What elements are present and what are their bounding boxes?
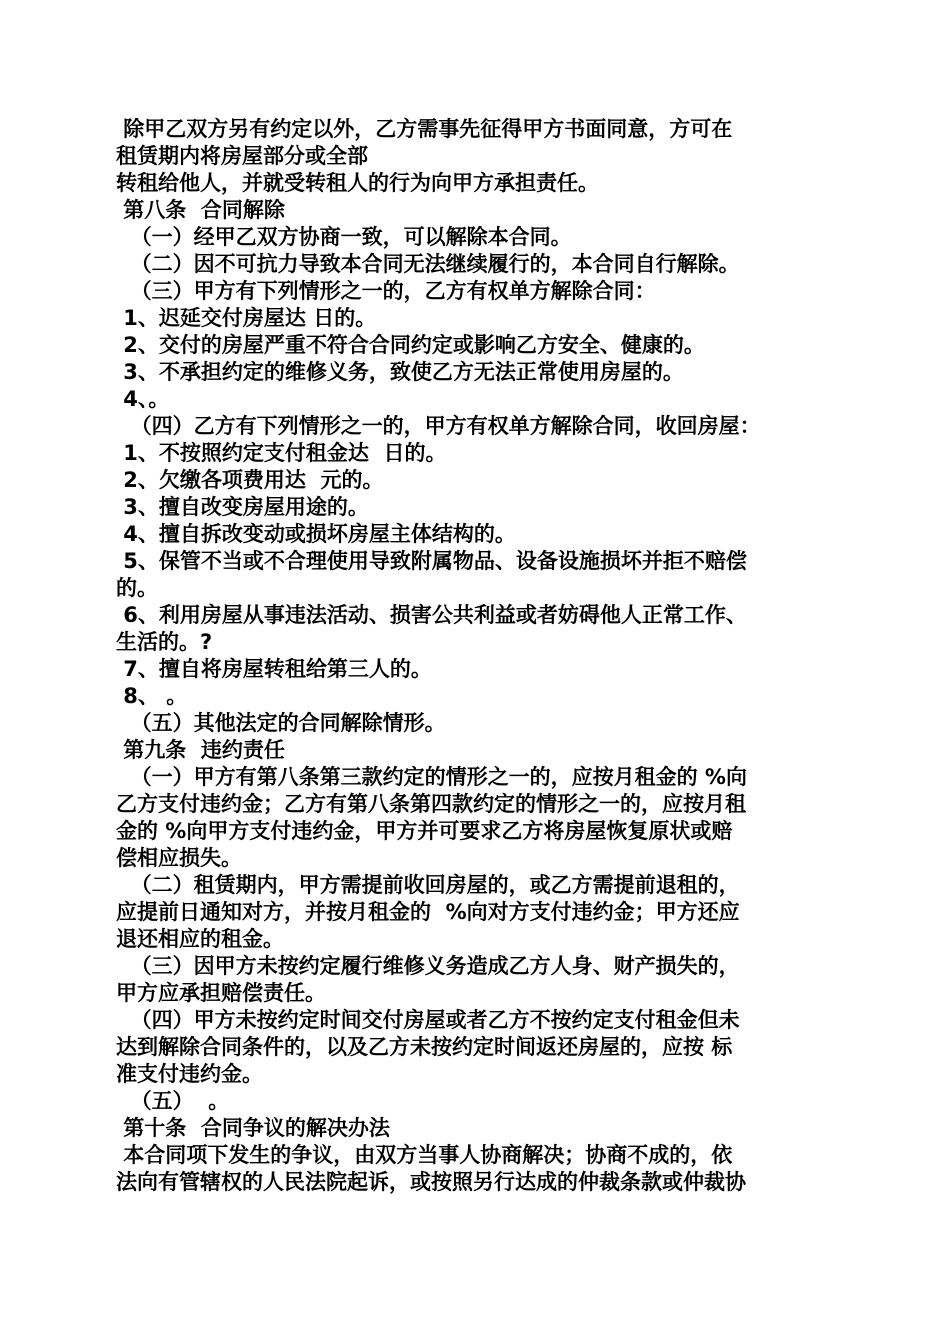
text-line: （五）其他法定的合同解除情形。 [116,711,446,735]
section-heading: 第十条 合同争议的解决办法 [116,1116,390,1140]
text-line: 3、擅自改变房屋用途的。 [116,495,369,519]
text-line: （二）因不可抗力导致本合同无法继续履行的，本合同自行解除。 [116,252,740,276]
text-line: 3、不承担约定的维修义务，致使乙方无法正常使用房屋的。 [116,360,684,384]
text-line: （五） 。 [116,1089,230,1113]
text-line: 偿相应损失。 [116,846,242,870]
text-line: 4、擅自拆改变动或损坏房屋主体结构的。 [116,522,516,546]
text-line: （一）经甲乙双方协商一致，可以解除本合同。 [116,225,572,249]
text-line: 5、保管不当或不合理使用导致附属物品、设备设施损坏并拒不赔偿 [116,549,747,573]
section-heading: 第八条 合同解除 [116,198,285,222]
text-line: 1、迟延交付房屋达 日的。 [116,306,377,330]
text-line: （四）乙方有下列情形之一的，甲方有权单方解除合同，收回房屋： [116,414,761,438]
text-line: （三）甲方有下列情形之一的，乙方有权单方解除合同： [116,279,656,303]
text-line: 退还相应的租金。 [116,927,284,951]
text-line: 本合同项下发生的争议，由双方当事人协商解决；协商不成的，依 [116,1143,733,1167]
text-line: 法向有管辖权的人民法院起诉，或按照另行达成的仲裁条款或仲裁协 [116,1170,746,1194]
text-line: 应提前日通知对方，并按月租金的 %向对方支付违约金；甲方还应 [116,900,740,924]
text-line: 4、。 [116,387,170,411]
text-line: 2、交付的房屋严重不符合合同约定或影响乙方安全、健康的。 [116,333,705,357]
text-line: 除甲乙双方另有约定以外，乙方需事先征得甲方书面同意，方可在 [116,117,733,141]
text-line: （一）甲方有第八条第三款约定的情形之一的，应按月租金的 %向 [116,765,747,789]
text-line: （三）因甲方未按约定履行维修义务造成乙方人身、财产损失的， [116,954,740,978]
text-line: 6、利用房屋从事违法活动、损害公共利益或者妨碍他人正常工作、 [116,603,747,627]
text-line: 达到解除合同条件的，以及乙方未按约定时间返还房屋的，应按 标 [116,1035,733,1059]
section-heading: 第九条 违约责任 [116,738,285,762]
text-line: 的。 [116,576,158,600]
text-line: 金的 %向甲方支付违约金，甲方并可要求乙方将房屋恢复原状或赔 [116,819,733,843]
text-line: 8、 。 [116,684,188,708]
text-line: 甲方应承担赔偿责任。 [116,981,326,1005]
text-line: 租赁期内将房屋部分或全部 [116,144,368,168]
text-line: 乙方支付违约金；乙方有第八条第四款约定的情形之一的，应按月租 [116,792,746,816]
text-line: （二）租赁期内，甲方需提前收回房屋的，或乙方需提前退租的， [116,873,740,897]
text-line: （四）甲方未按约定时间交付房屋或者乙方不按约定支付租金但未 [116,1008,740,1032]
document-body [116,116,840,1196]
text-line: 2、欠缴各项费用达 元的。 [116,468,384,492]
text-line: 准支付违约金。 [116,1062,263,1086]
text-line: 7、擅自将房屋转租给第三人的。 [116,657,432,681]
text-line: 生活的。? [116,630,213,654]
text-line: 1、不按照约定支付租金达 日的。 [116,441,447,465]
text-line: 转租给他人，并就受转租人的行为向甲方承担责任。 [116,171,599,195]
